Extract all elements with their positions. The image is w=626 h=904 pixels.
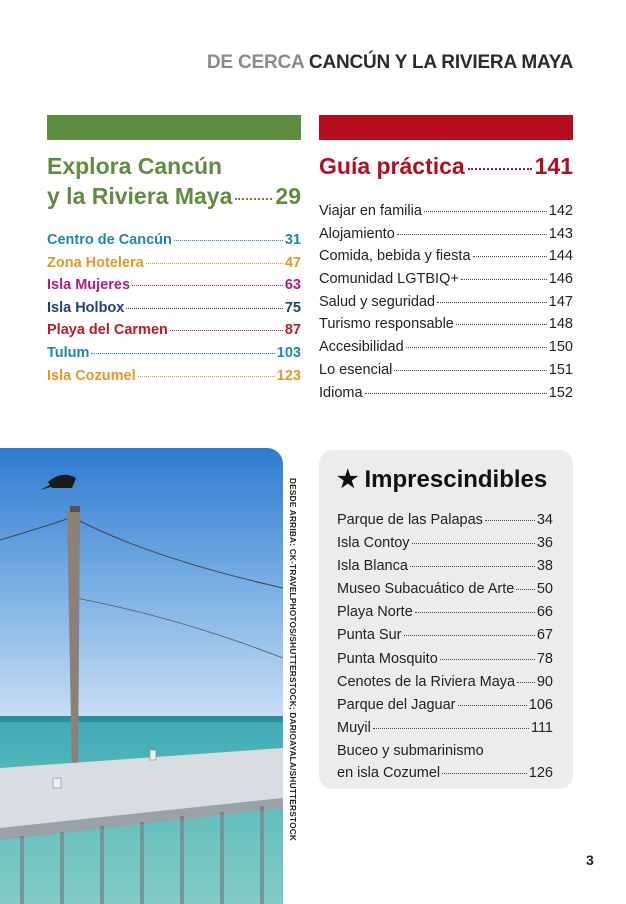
leader-dots: [458, 705, 527, 706]
toc-item[interactable]: [337, 648, 553, 671]
toc-item-label: Muyil: [337, 719, 371, 736]
photo-credit: [286, 478, 300, 842]
leader-dots: [404, 635, 535, 636]
red-section-bar: [319, 115, 573, 140]
leader-dots: [170, 330, 283, 331]
guia-title-text: Guía práctica: [319, 153, 465, 179]
header-title: CANCÚN Y LA RIVIERA MAYA: [308, 52, 573, 73]
leader-dots: [424, 211, 547, 212]
toc-item[interactable]: [47, 274, 301, 297]
leader-dots: [456, 324, 547, 325]
page-number: 3: [586, 852, 594, 868]
leader-dots: [415, 612, 535, 613]
toc-item-page: 63: [284, 277, 301, 294]
toc-item-page: 47: [284, 254, 301, 271]
toc-item-label: Isla Contoy: [337, 535, 410, 552]
toc-item[interactable]: [319, 336, 573, 359]
toc-item[interactable]: [337, 624, 553, 647]
leader-dots: [461, 279, 547, 280]
toc-item-page: 87: [284, 322, 301, 339]
toc-item[interactable]: [319, 313, 573, 336]
toc-item-page: 50: [536, 581, 553, 598]
leader-dots: [485, 520, 535, 521]
beach-pier-photo: [0, 448, 283, 904]
toc-item-page: 90: [536, 673, 553, 690]
leader-dots: [365, 393, 547, 394]
toc-item-page: 75: [284, 299, 301, 316]
toc-item-label: Isla Mujeres: [47, 277, 131, 294]
guia-toc: [319, 200, 573, 404]
toc-item-page: 31: [284, 232, 301, 248]
toc-item[interactable]: [47, 319, 301, 342]
imprescindibles-title: [337, 465, 547, 494]
toc-item[interactable]: [319, 268, 573, 291]
toc-item-page: 150: [548, 339, 573, 356]
leader-dots: [468, 168, 532, 170]
leader-dots: [394, 370, 546, 371]
leader-dots: [91, 353, 274, 354]
toc-item-label: Punta Mosquito: [337, 650, 438, 667]
imprescindibles-title-text: Imprescindibles: [364, 466, 548, 493]
toc-item[interactable]: [319, 245, 573, 268]
toc-item-page: 38: [536, 558, 553, 575]
toc-item-label: Centro de Cancún: [47, 232, 172, 248]
toc-item-page: 148: [548, 316, 573, 333]
toc-item[interactable]: [337, 578, 553, 601]
photo-credit-text: DESDE ARRIBA: CK-TRAVELPHOTOS/SHUTTERSTOCK; DARIOAYALA/SHUTTERSTOCK: [288, 478, 298, 842]
toc-item-page: 111: [530, 719, 553, 736]
guia-title: [319, 151, 573, 181]
leader-dots: [410, 566, 535, 567]
toc-item[interactable]: [337, 601, 553, 624]
toc-item[interactable]: [47, 297, 301, 320]
toc-item[interactable]: [47, 229, 301, 252]
toc-item-label: Turismo responsable: [319, 316, 454, 333]
toc-item-label: Punta Sur: [337, 627, 402, 644]
toc-item[interactable]: [337, 717, 553, 740]
leader-dots: [397, 234, 547, 235]
toc-item-page: 106: [528, 696, 553, 713]
toc-item-page: 152: [548, 384, 573, 401]
toc-item-page: 146: [548, 271, 573, 288]
toc-item-label-line1: Buceo y submarinismo: [337, 742, 484, 759]
running-header: [207, 52, 573, 74]
toc-item-label: Alojamiento: [319, 225, 395, 242]
toc-item-label: Comida, bebida y fiesta: [319, 248, 471, 265]
toc-item[interactable]: [337, 740, 553, 786]
toc-item-page: 34: [536, 512, 553, 528]
leader-dots: [406, 347, 547, 348]
header-prefix: DE CERCA: [206, 52, 304, 73]
toc-item[interactable]: [319, 382, 573, 405]
toc-item[interactable]: [47, 365, 301, 388]
leader-dots: [440, 659, 535, 660]
toc-item[interactable]: [319, 291, 573, 314]
toc-item-label: Isla Holbox: [47, 299, 125, 316]
leader-dots: [132, 285, 283, 286]
toc-item-page: 78: [536, 650, 553, 667]
toc-item-page: 103: [276, 344, 301, 361]
toc-item-label: Accesibilidad: [319, 339, 404, 356]
toc-item-label: Playa del Carmen: [47, 322, 168, 339]
explora-title-page[interactable]: 29: [275, 183, 301, 209]
toc-item-label: Parque del Jaguar: [337, 696, 456, 713]
toc-item-label: Isla Blanca: [337, 558, 408, 575]
toc-item[interactable]: [319, 359, 573, 382]
toc-item-label: Viajar en familia: [319, 203, 422, 219]
toc-item-page: 151: [548, 361, 573, 378]
toc-item-page: 67: [536, 627, 553, 644]
leader-dots: [437, 302, 547, 303]
star-icon: ★: [337, 466, 359, 493]
leader-dots: [235, 198, 272, 200]
toc-item-page: 143: [548, 225, 573, 242]
leader-dots: [516, 589, 535, 590]
toc-item-page: 66: [536, 604, 553, 621]
toc-item[interactable]: [337, 509, 553, 532]
toc-item-label: Playa Norte: [337, 604, 413, 621]
toc-item-label: Parque de las Palapas: [337, 512, 483, 528]
toc-item-label: Tulum: [47, 344, 90, 361]
explora-title-line1: Explora Cancún: [47, 153, 223, 179]
leader-dots: [373, 728, 529, 729]
toc-item-label: Comunidad LGTBIQ+: [319, 271, 459, 288]
toc-item[interactable]: [319, 200, 573, 223]
guia-title-page[interactable]: 141: [534, 153, 573, 179]
toc-item[interactable]: [337, 532, 553, 555]
toc-item-page: 36: [536, 535, 553, 552]
imprescindibles-toc: [337, 509, 553, 786]
leader-dots: [174, 240, 283, 241]
toc-item-label: Lo esencial: [319, 361, 393, 378]
toc-item-page: 126: [528, 764, 553, 781]
toc-item[interactable]: [47, 342, 301, 365]
explora-title-line2: y la Riviera Maya: [47, 183, 233, 209]
toc-item[interactable]: [337, 694, 553, 717]
toc-item-label: Salud y seguridad: [319, 293, 436, 310]
toc-item-page: 147: [548, 293, 573, 310]
toc-item-label: Zona Hotelera: [47, 254, 144, 271]
toc-item-page: 123: [276, 367, 301, 384]
toc-item-page: 144: [548, 248, 573, 265]
leader-dots: [442, 773, 527, 774]
toc-item-label: Cenotes de la Riviera Maya: [337, 673, 516, 690]
leader-dots: [138, 376, 275, 377]
toc-item-label: Isla Cozumel: [47, 367, 136, 384]
toc-item[interactable]: [47, 252, 301, 275]
explora-toc: [47, 229, 301, 387]
leader-dots: [412, 543, 535, 544]
toc-item-page: 142: [548, 203, 573, 219]
leader-dots: [126, 308, 283, 309]
toc-item[interactable]: [337, 671, 553, 694]
leader-dots: [473, 256, 547, 257]
leader-dots: [146, 263, 283, 264]
toc-item[interactable]: [337, 555, 553, 578]
toc-item-label-line2: en isla Cozumel: [337, 764, 441, 781]
toc-item[interactable]: [319, 223, 573, 246]
toc-item-label: Idioma: [319, 384, 363, 401]
leader-dots: [517, 682, 535, 683]
green-section-bar: [47, 115, 301, 140]
toc-item-label: Museo Subacuático de Arte: [337, 581, 515, 598]
explora-title: [47, 151, 301, 211]
